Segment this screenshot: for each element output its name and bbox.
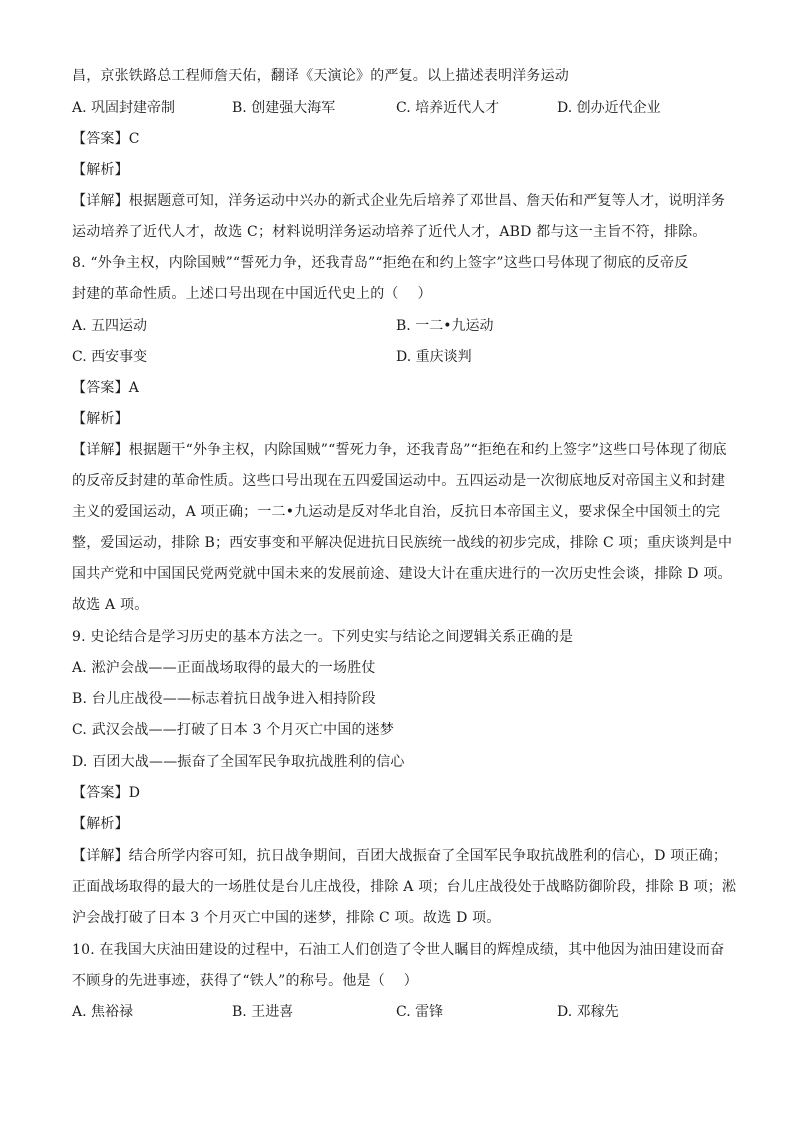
q8-detail-line: 故选 A 项。 [72,597,149,613]
q10-option-d: D. 邓稼先 [557,1004,619,1020]
q10-stem-line: 不顾身的先进事迹，获得了“铁人”的称号。他是（ ） [72,973,418,989]
q8-detail-line: 整，爱国运动，排除 B；西安事变和平解决促进抗日民族统一战线的初步完成，排除 C 项；重庆谈判是中 [72,535,733,551]
q8-stem-line: 封建的革命性质。上述口号出现在中国近代史上的（ ） [72,286,432,302]
q8-option-a: A. 五四运动 [72,318,148,334]
q8-detail-line: 主义的爱国运动，A 项正确；一二•九运动是反对华北自治，反抗日本帝国主义，要求保全中国领土的完 [72,504,721,520]
q7-option-c: C. 培养近代人才 [396,100,500,116]
q10-option-a: A. 焦裕禄 [72,1004,134,1020]
q7-answer: 【答案】C [72,131,140,147]
q9-analysis-label: 【解析】 [72,816,129,832]
q9-detail-line: 正面战场取得的最大的一场胜仗是台儿庄战役，排除 A 项；台儿庄战役处于战略防御阶段，排除 B 项；淞 [72,879,737,895]
q9-option-d: D. 百团大战——振奋了全国军民争取抗战胜利的信心 [72,754,405,770]
q8-stem-line: 8. “外争主权，内除国贼”“誓死力争，还我青岛”“拒绝在和约上签字”这些口号体现了彻底的反帝反 [72,255,689,271]
q9-detail-line: 沪会战打破了日本 3 个月灭亡中国的迷梦，排除 C 项。故选 D 项。 [72,910,501,926]
q8-option-c: C. 西安事变 [72,349,148,365]
q9-option-b: B. 台儿庄战役——标志着抗日战争进入相持阶段 [72,691,376,707]
q10-stem-line: 10. 在我国大庆油田建设的过程中，石油工人们创造了令世人瞩目的辉煌成绩，其中他因为油田建设而奋 [72,942,725,958]
q8-option-b: B. 一二•九运动 [396,318,494,334]
q7-option-b: B. 创建强大海军 [232,100,336,116]
q9-option-a: A. 淞沪会战——正面战场取得的最大的一场胜仗 [72,660,376,676]
q9-stem: 9. 史论结合是学习历史的基本方法之一。下列史实与结论之间逻辑关系正确的是 [72,629,574,645]
q7-detail-line: 【详解】根据题意可知，洋务运动中兴办的新式企业先后培养了邓世昌、詹天佑和严复等人才，说明洋务 [72,193,726,209]
q8-answer: 【答案】A [72,380,140,396]
q7-option-a: A. 巩固封建帝制 [72,100,176,116]
q10-option-c: C. 雷锋 [396,1004,444,1020]
q8-detail-line: 的反帝反封建的革命性质。这些口号出现在五四爱国运动中。五四运动是一次彻底地反对帝国主义和封建 [72,473,726,489]
q9-answer: 【答案】D [72,785,141,801]
q8-detail-line: 国共产党和中国国民党两党就中国未来的发展前途、建设大计在重庆进行的一次历史性会谈，排除 D 项。 [72,566,732,582]
q8-detail-line: 【详解】根据题干“外争主权，内除国贼”“誓死力争，还我青岛”“拒绝在和约上签字”这些口号体现了彻底 [72,442,727,458]
q7-analysis-label: 【解析】 [72,162,129,178]
q9-option-c: C. 武汉会战——打破了日本 3 个月灭亡中国的迷梦 [72,722,395,738]
q7-stem-tail: 昌，京张铁路总工程师詹天佑，翻译《天演论》的严复。以上描述表明洋务运动 [72,68,569,84]
q8-option-d: D. 重庆谈判 [396,349,472,365]
q7-detail-line: 运动培养了近代人才，故选 C；材料说明洋务运动培养了近代人才，ABD 都与这一主旨不符，排除。 [72,224,707,240]
q9-detail-line: 【详解】结合所学内容可知，抗日战争期间，百团大战振奋了全国军民争取抗战胜利的信心，D 项正确； [72,848,728,864]
q7-option-d: D. 创办近代企业 [557,100,661,116]
q8-analysis-label: 【解析】 [72,411,129,427]
q10-option-b: B. 王进喜 [232,1004,294,1020]
